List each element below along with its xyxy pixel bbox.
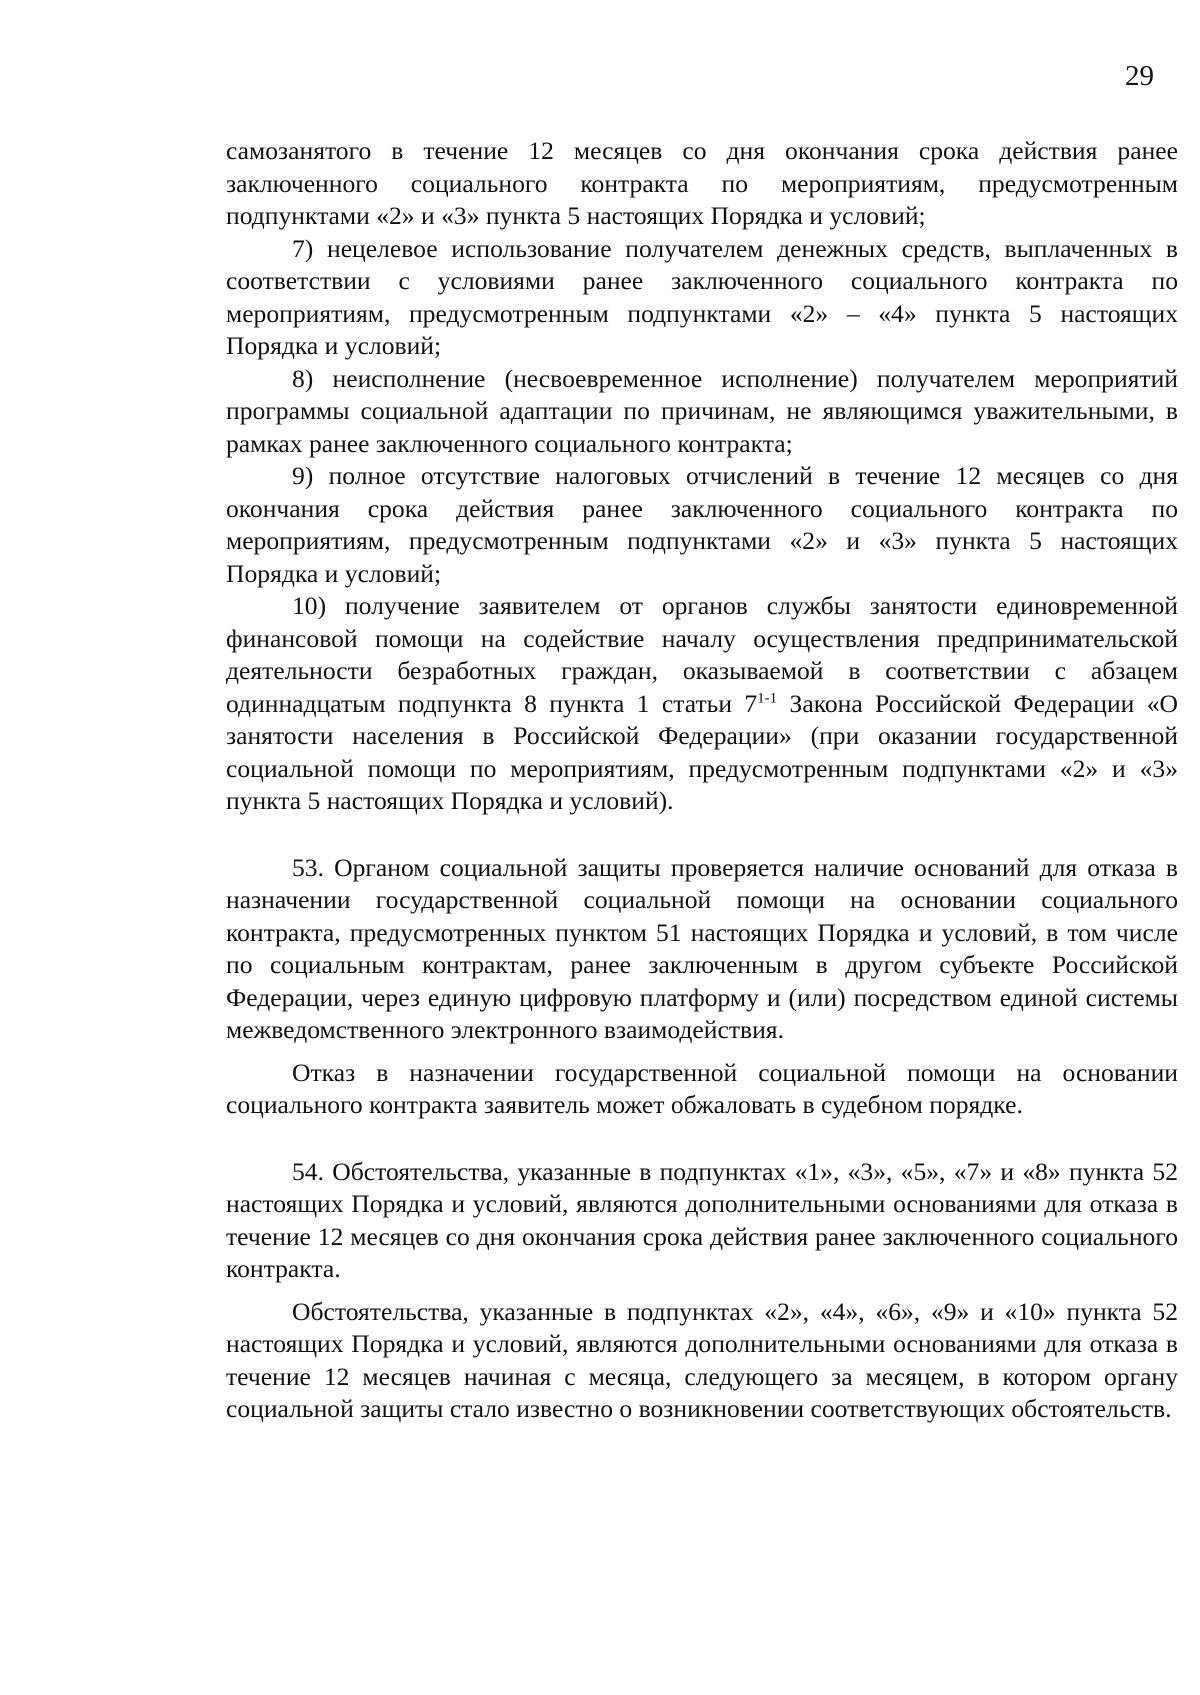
subitem-10-text-end: Закона Российской Федерации «О занятости населения в Российской Федерации» (при оказании государственной социальной помощи по мероприятиям, предусмотренным подпунктами «2» и «3» пункта 5 настоящих Порядка и условий). <box>226 688 1179 815</box>
paragraph-54: 54. Обстоятельства, указанные в подпунктах «1», «3», «5», «7» и «8» пункта 52 настоящих Порядка и условий, являются дополнительными основаниями для отказа в течение 12 месяцев со дня окончания срока действия ранее заключенного социального контракта. <box>226 1156 1178 1283</box>
subitem-9: 9) полное отсутствие налоговых отчислений в течение 12 месяцев со дня окончания срока действия ранее заключенного социального контракта по мероприятиям, предусмотренным подпунктами «2» и «3» пункта 5 настоящих Порядка и условий; <box>226 461 1178 588</box>
subitem-10 <box>226 590 1178 818</box>
paragraph-54-second: Обстоятельства, указанные в подпунктах «2», «4», «6», «9» и «10» пункта 52 настоящих Порядка и условий, являются дополнительными основаниями для отказа в течение 12 месяцев начиная с месяца, следующего за месяцем, в котором органу социальной защиты стало известно о возникновении соответствующих обстоятельств. <box>226 1296 1178 1423</box>
subitem-7: 7) нецелевое использование получателем денежных средств, выплаченных в соответствии с условиями ранее заключенного социального контракта по мероприятиям, предусмотренным подпунктами «2» – «4» пункта 5 настоящих Порядка и условий; <box>226 233 1178 360</box>
paragraph-continuation: самозанятого в течение 12 месяцев со дня окончания срока действия ранее заключенного социального контракта по мероприятиям, предусмотренным подпунктами «2» и «3» пункта 5 настоящих Порядка и условий; <box>226 136 1178 230</box>
paragraph-53-appeal: Отказ в назначении государственной социальной помощи на основании социального контракта заявитель может обжаловать в судебном порядке. <box>226 1057 1178 1119</box>
article-superscript: 1-1 <box>757 689 778 706</box>
subitem-8: 8) неисполнение (несвоевременное исполнение) получателем мероприятий программы социальной адаптации по причинам, не являющимся уважительными, в рамках ранее заключенного социального контракта; <box>226 363 1178 458</box>
document-body <box>226 135 1178 1426</box>
subitem-10-text-start: 10) получение заявителем от органов службы занятости единовременной финансовой помощи на содействие началу осуществления предпринимательской деятельности безработных граждан, оказываемой в соответствии с абзацем одиннадцатым подпункта 8 пункта 1 статьи 7 <box>226 591 1178 718</box>
page-number: 29 <box>1125 60 1154 92</box>
paragraph-53: 53. Органом социальной защиты проверяется наличие оснований для отказа в назначении государственной социальной помощи на основании социального контракта, предусмотренных пунктом 51 настоящих Порядка и условий, в том числе по социальным контрактам, ранее заключенным в другом субъекте Российской Федерации, через единую цифровую платформу и (или) посредством единой системы межведомственного электронного взаимодействия. <box>226 852 1178 1044</box>
